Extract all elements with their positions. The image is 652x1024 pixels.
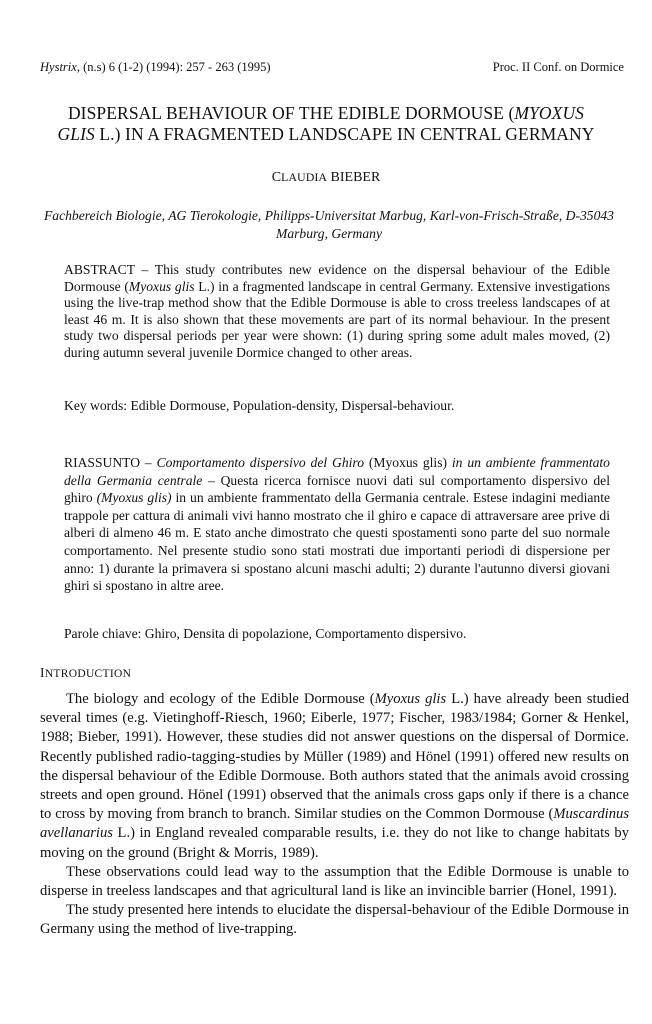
- riassunto-text: (Myoxus glis): [364, 455, 452, 470]
- paragraph: The study presented here intends to elucidate the dispersal-behaviour of the Edible Dormouse in Germany using the method of live-trapping.: [40, 902, 629, 938]
- riassunto-label: RIASSUNTO –: [64, 455, 157, 470]
- abstract-label: ABSTRACT –: [64, 262, 155, 277]
- paragraph-text: L.) in England revealed comparable results, i.e. they do not like to change habitats by moving on the ground (Bright & Morris, 1989).: [40, 825, 629, 861]
- citation-details: , (n.s) 6 (1-2) (1994): 257 - 263 (1995): [76, 60, 271, 74]
- author-name: [0, 170, 652, 186]
- title-part: L.) IN A FRAGMENTED LANDSCAPE IN CENTRAL GERMANY: [94, 124, 595, 144]
- paragraph: [40, 690, 629, 863]
- riassunto-text: in un ambiente frammentato della Germania centrale. Estese indagini mediante trappole per cattura di animali vivi hanno mostrato che il ghiro e capace di attraversare aree prive di alberi di almeno 46 m. E stato anche dimostrato che questi spostamenti sono parte del suo normale comportamento. Nel presente studio sono stati mostrati due importanti periodi di dispersione per anno: 1) durante la primavera si spostano alcuni maschi adulti; 2) durante l'autunno diversi giovani ghiri si spostano in altre aree.: [64, 490, 611, 594]
- affiliation: Fachbereich Biologie, AG Tierokologie, Philipps-Universitat Marbug, Karl-von-Frisch-Straße, D-35043 Marburg, Germany: [44, 208, 614, 241]
- title-species: GLIS: [57, 124, 95, 144]
- heading-initial: I: [40, 665, 45, 680]
- abstract-text: L.) in a fragmented landscape in central Germany. Extensive investigations using the live-trap method show that the Edible Dormouse is able to cross treeless landscapes of at least 46 m. It is also shown that these movements are part of its normal behaviour. In the present study two dispersal periods per year were shown: (1) during spring some adult males moved, (2) during autumn several juvenile Dormice changed to other areas.: [64, 278, 610, 360]
- section-heading-introduction: [40, 665, 131, 681]
- journal-citation: [40, 60, 271, 75]
- riassunto-species: (Myoxus glis): [96, 490, 172, 506]
- species-name: Muscardinus avellanarius: [40, 806, 629, 842]
- keywords: Key words: Edible Dormouse, Population-density, Dispersal-behaviour.: [64, 398, 455, 413]
- abstract-species: Myoxus glis: [128, 278, 195, 294]
- riassunto-title: Comportamento dispersivo del Ghiro: [156, 455, 365, 470]
- abstract: [64, 262, 610, 361]
- author-last: BIEBER: [330, 170, 381, 185]
- riassunto-text: – Questa ricerca fornisce nuovi dati sul comportamento dispersivo del ghiro: [64, 472, 610, 506]
- riassunto-title-rest: in un ambiente frammentato della Germania centrale: [64, 455, 610, 488]
- riassunto: [64, 454, 610, 595]
- proceedings-label: Proc. II Conf. on Dormice: [492, 60, 624, 74]
- introduction-body: [40, 690, 629, 940]
- author-first-rest: LAUDIA: [281, 170, 328, 184]
- title-genus: MYOXUS: [514, 103, 585, 123]
- parole-chiave: Parole chiave: Ghiro, Densita di popolazione, Comportamento dispersivo.: [64, 626, 467, 641]
- paragraph: These observations could lead way to the assumption that the Edible Dormouse is unable to disperse in treeless landscapes and that agricultural land is like an invincible barrier (Honel, 1991).: [40, 863, 629, 900]
- paper-title: [30, 103, 622, 145]
- species-name: Myoxus glis: [374, 691, 447, 707]
- heading-rest: NTRODUCTION: [44, 668, 132, 680]
- author-initial: C: [271, 170, 282, 185]
- journal-name: Hystrix: [40, 60, 77, 74]
- paragraph-text: The biology and ecology of the Edible Dormouse (: [66, 691, 375, 707]
- paragraph-text: L.) have already been studied several times (e.g. Vietinghoff-Riesch, 1960; Eiberle, 1977; Fischer, 1983/1984; Gorner & Henkel, 1988; Bieber, 1991). However, these studies did not answer questions on the dispersal of Dormice. Recently published radio-tagging-studies by Müller (1989) and Hönel (1991) offered new results on the dispersal behaviour of the Edible Dormouse. Both authors stated that the animals avoid crossing streets and open ground. Hönel (1991) observed that the animals cross gaps only if there is a chance to cross by moving from branch to branch. Similar studies on the Common Dormouse (: [40, 691, 629, 823]
- title-part: DISPERSAL BEHAVIOUR OF THE EDIBLE DORMOUSE (: [67, 103, 515, 123]
- abstract-text: This study contributes new evidence on the dispersal behaviour of the Edible Dormouse (: [64, 262, 611, 294]
- running-header: [40, 60, 624, 78]
